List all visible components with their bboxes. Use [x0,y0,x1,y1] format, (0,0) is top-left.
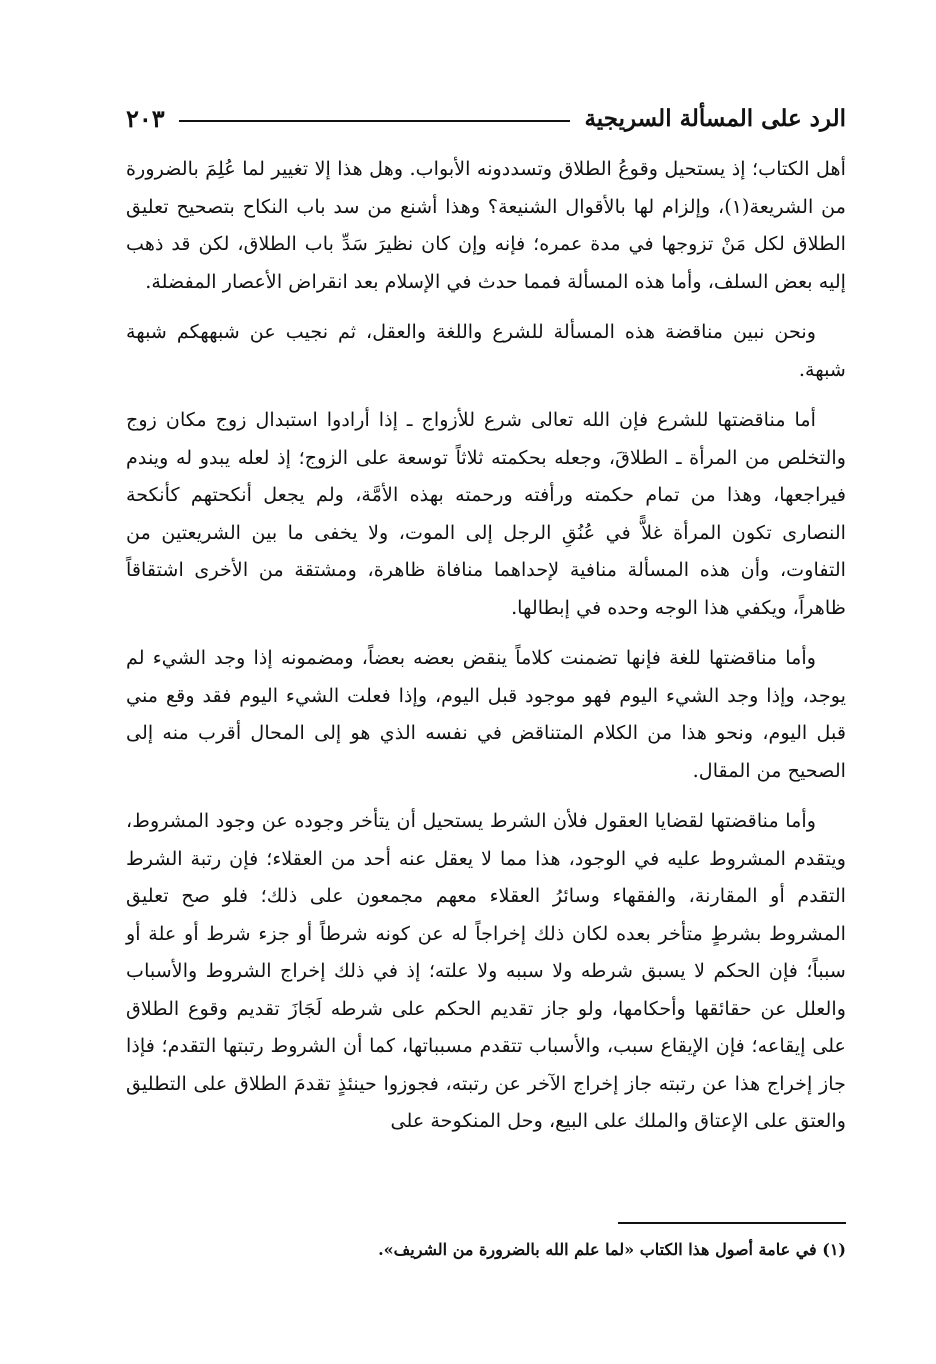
header-rule [179,120,571,122]
paragraph-3: أما مناقضتها للشرع فإن الله تعالى شرع للأزواج ـ إذا أرادوا استبدال زوج مكان زوج والتخلص من المرأة ـ الطلاقَ، وجعله بحكمته ثلاثاً توسعة على الزوج؛ إذ لعله يبدو له ويندم فيراجعها، وهذا من تمام حكمته ورأفته ورحمته بهذه الأمَّة، ولم يجعل أنكحتهم كأنكحة النصارى تكون المرأة غلاًّ في عُنُقِ الرجل إلى الموت، ولا يخفى ما بين الشريعتين من التفاوت، وأن هذه المسألة منافية لإحداهما منافاة ظاهرة، ومشتقة من الأخرى اشتقاقاً ظاهراً، ويكفي هذا الوجه وحده في إبطالها. [126,408,846,619]
paragraph-2: ونحن نبين مناقضة هذه المسألة للشرع واللغة والعقل، ثم نجيب عن شبههكم شبهة شبهة. [126,320,846,381]
running-header [126,98,846,138]
page-number: ٢٠٣ [126,103,165,133]
footnote: (١) في عامة أصول هذا الكتاب «لما علم الله بالضرورة من الشريف». [378,1240,846,1259]
paragraph-1: أهل الكتاب؛ إذ يستحيل وقوعُ الطلاق وتسددونه الأبواب. وهل هذا إلا تغيير لما عُلِمَ بالضرورة من الشريعة(١)، وإلزام لها بالأقوال الشنيعة؟ وهذا أشنع من سد باب النكاح بتصحيح تعليق الطلاق لكل مَنْ تزوجها في مدة عمره؛ فإنه وإن كان نظيرَ سَدِّ باب الطلاق، لكن قد ذهب إليه بعض السلف، وأما هذه المسألة فمما حدث في الإسلام بعد انقراض الأعصار المفضلة. [126,157,846,293]
page-body [126,150,846,1153]
footnote-rule [618,1222,846,1224]
header-title: الرد على المسألة السريجية [584,104,846,132]
paragraph-5: وأما مناقضتها لقضايا العقول فلأن الشرط يستحيل أن يتأخر وجوده عن وجود المشروط، ويتقدم المشروط عليه في الوجود، هذا مما لا يعقل عنه أحد من العقلاء؛ فإن رتبة الشرط التقدم أو المقارنة، والفقهاء وسائرُ العقلاء معهم مجمعون على ذلك؛ فلو صح تعليق المشروط بشرطٍ متأخر بعده لكان ذلك إخراجاً له عن كونه شرطاً أو جزء شرط أو علة أو سبباً؛ فإن الحكم لا يسبق شرطه ولا سببه ولا علته؛ إذ في ذلك إخراج الشروط والأسباب والعلل عن حقائقها وأحكامها، ولو جاز تقديم الحكم على شرطه لَجَازَ تقديم وقوع الطلاق على إيقاعه؛ فإن الإيقاع سبب، والأسباب تتقدم مسبباتها، كما أن الشروط رتبتها التقدم؛ فإذا جاز إخراج هذا عن رتبته جاز إخراج الآخر عن رتبته، فجوزوا حينئذٍ تقدمَ الطلاق على التطليق والعتق على الإعتاق والملك على البيع، وحل المنكوحة على [126,809,846,1132]
paragraph-4: وأما مناقضتها للغة فإنها تضمنت كلاماً ينقض بعضه بعضاً، ومضمونه إذا وجد الشيء لم يوجد، وإذا وجد الشيء اليوم فهو موجود قبل اليوم، وإذا فعلت الشيء اليوم فقد وقع مني قبل اليوم، ونحو هذا من الكلام المتناقض في نفسه الذي هو إلى المحال أقرب منه إلى الصحيح من المقال. [126,646,846,782]
